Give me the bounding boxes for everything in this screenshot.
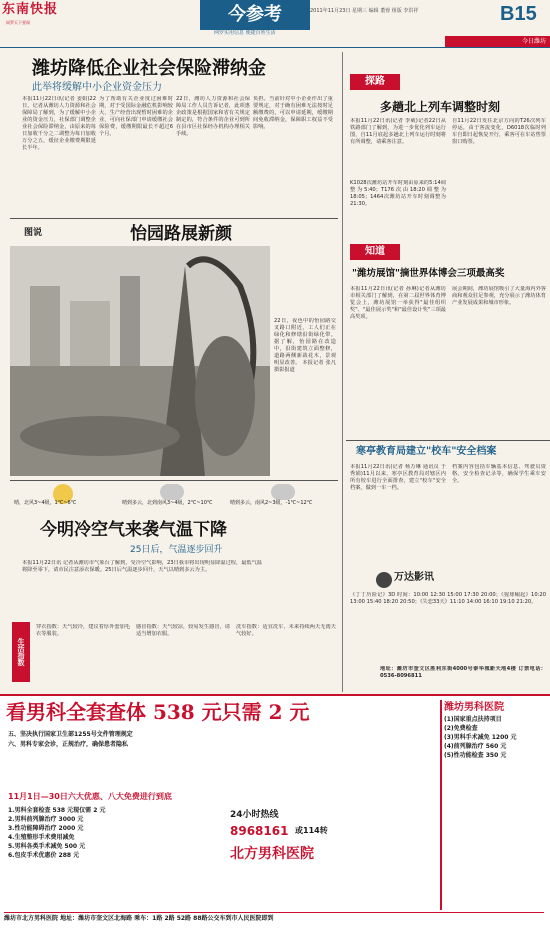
dateline: 2011年11月23日 星期三 编辑 董蓉 组版 李洪祥 [310,8,419,14]
ad-promo: 11月1日—30日六大优惠、八大免费进行到底 [8,792,172,801]
photo-tag: 图说 [24,228,43,238]
life-index-2: 感冒指数：天气较凉，较易发生感冒，请适当增加衣服。 [136,624,230,637]
article1-col4: 负担。当前针对中小企业作出了重要规定，对于确有困难无法按时足额缴费的，可以申请延期，缓缴期间免收滞纳金，保障职工权益不受影响。 [253,96,333,130]
life-index-3: 洗车指数：适宜洗车，未来持续两天无雨天气较好。 [236,624,336,637]
rail-title: 多趟北上列车调整时刻 [380,100,501,114]
weather-day2: 晴到多云，北到南风3~4级，2℃~10℃ [122,500,213,506]
ad-phone-label: 24小时热线 [230,810,279,820]
section-title: 今参考 [200,0,310,30]
article1-col1: 本报11月22日讯(记者 姜娟)22日，记者从潍坊人力资源和社会保障局了解到，为了缓解中小企业的资金压力，社保部门调整企业社会保险滞纳金，由原来的每日加收千分之二调整为每日加收万分之五，缓征企业缴费期限延长半年。 [22,96,96,151]
masthead-tagline: 网罗天下要闻 [6,20,30,25]
masthead-logo: 东南快报 [2,2,59,17]
article1-col2: 为了帮助有关企业度过困难时期，对于受国际金融危机影响较大、生产经营出现暂时困难的企业，可向社保部门申请缓缴社会保险费，缓缴期限最长不超过6个月。 [99,96,173,137]
ad-address: 潍坊市北方男科医院 地址：潍坊市奎文区北海路 乘车：1路 2路 52路 88路公交车到市人民医院即到 [4,912,544,923]
page-number: B15 [500,3,537,25]
weather-body: 本报11月22日讯 记者从潍坊市气象台了解到，受冷空气影响，23日我市将出现明显降温过程，最低气温将降至零下，请市民注意添衣保暖。25日后气温逐步回升，天气以晴到多云为主。 [22,560,262,573]
movie-schedule: 《丁丁历险记》3D 时间：10:00 12:30 15:00 17:30 20:00；《猩球崛起》10:20 13:00 15:40 18:20 20:50；《失恋33天》11:10 14:00 16:10 19:10 21:20。 [350,592,546,605]
street-photo [10,246,270,476]
photo-caption: 22日，夜色中的怡园路交叉路口附近，工人们正在绿化和修缮沿街绿化带。据了解，怡园路在改造中，沿街建筑立面整修，道路两侧新栽花木，景观明显改善。 本报记者 张凡 摄影报道 [274,318,336,373]
column-divider [342,52,343,692]
ad-phone-code: 或114转 [295,826,328,835]
header-divider [0,47,550,48]
ad-right-title: 潍坊男科医院 [444,702,504,713]
ad-offer-list [8,806,158,860]
exam-body2: 档案内容包括车辆基本信息、驾驶员资格、安全检查记录等，确保学生乘车安全。 [452,464,546,484]
ad-right-item: (2)免费检查 [444,724,478,732]
exam-title: 寒亭教育局建立"校车"安全档案 [356,446,497,457]
article1-title: 潍坊降低企业社会保险滞纳金 [32,58,266,79]
page-section-tag: 今日潍坊 [445,36,550,47]
article2-title: 怡园路展新颜 [130,224,232,244]
weather-day1: 晴，北风3~4级，1℃~6℃ [14,500,77,506]
film-reel-icon [376,572,392,588]
life-index-label: 生活指数 [12,622,30,682]
ad-offer: 2.男科前列腺治疗 3000 元 [8,816,84,823]
divider [346,440,550,441]
exam-body1: 本报11月22日讯(记者 杨万琳 通讯员 于秀娟)11月以来，寒亭区教育局对辖区内所有校车进行全面排查，建立"校车"安全档案，做到一车一档。 [350,464,446,491]
ad-right-item: (4)前列腺治疗 560 元 [444,742,507,750]
rail-body2: K1028次潍坊站开车时刻由原来的5:14调整为5:40；T176次由18:20调整为18:05；1464次潍坊站开车时刻调整为21:30。 [350,180,446,207]
section-subtitle: 网罗实用信息 便捷百姓生活 [214,30,276,36]
divider [10,480,338,481]
rail-body3: 自11月22日发往北京方向的T26次列车停运，由于客流变化，D6018次临时列车自即日起恢复开行，乘客可在车站售票窗口购票。 [452,118,546,145]
life-index-1: 穿衣指数：天气较冷，建议着厚外套加毛衣等服装。 [36,624,130,637]
ad-offer: 5.男科各类手术减免 500 元 [8,843,86,850]
ad-offer: 6.包皮手术优惠价 288 元 [8,852,80,859]
ad-main-title: 看男科全套查体 538 元只需 2 元 [6,700,310,724]
cloud-sun-icon [160,484,184,500]
weather-subtitle: 25日后，气温逐步回升 [130,545,223,555]
weather-icons-row [10,484,338,512]
rail-tag: 探路 [350,74,400,90]
divider [10,218,338,219]
article1-subtitle: 此举将缓解中小企业资金压力 [32,82,162,93]
ad-offer: 1.男科全套检查 538 元现仅需 2 元 [8,807,106,814]
movie-contact: 地址：潍坊市奎文区胜利东街4000号泰华城新天地4楼 订票电话：0536-8096811 [380,666,546,679]
ad-phone: 8968161 [230,824,289,838]
weather-day3: 晴到多云，南风2~3级，-1℃~12℃ [230,500,313,506]
know-tag: 知道 [350,244,400,260]
know-body1: 本报11月22日讯(记者 孙琳)记者从潍坊市相关部门了解到，在第二届世界体育博览会上，潍坊展馆一举获得"最佳组织奖"、"最佳展示奖"和"最佳设计奖"三项最高奖项。 [350,286,446,320]
ad-right-item: (3)男科手术减免 1200 元 [444,733,517,741]
ad-line-1: 五、坚决执行国家卫生部1255号文件管理规定 [8,731,133,738]
article1-col3: 22日，潍坊人力资源和社会保障局工作人员告诉记者，此项惠企政策是根据国家和省有关规定制定的，符合条件的企业可到所在县市区社保经办机构办理相关手续。 [176,96,250,137]
ad-offer: 3.性功能障碍治疗 2000 元 [8,825,84,832]
know-title: "潍坊展馆"摘世界体博会三项最高奖 [352,268,505,279]
know-body2: 展会期间，潍坊展馆吸引了大量海内外客商和观众驻足参观，充分展示了潍坊体育产业发展成果和城市形象。 [452,286,546,306]
ad-right-panel [440,700,548,910]
ad-right-item: (1)国家重点扶持项目 [444,715,502,723]
movie-tag: 万达影讯 [394,572,434,583]
cloud-sun-icon [271,484,295,500]
rail-body1: 本报11月22日讯(记者 李葳)记者22日从铁路部门了解到，为进一步优化列车运行图，自11月底起多趟北上列车运行时刻将有所调整，请乘客注意。 [350,118,446,145]
weather-title: 今明冷空气来袭气温下降 [40,520,227,540]
ad-hospital-name: 北方男科医院 [230,846,314,862]
ad-line-2: 六、男科专家会诊，正规治疗，确保患者隐私 [8,741,129,748]
ad-offer: 4.生殖整形手术费用减免 [8,834,75,841]
ad-right-item: (5)性功能检查 350 元 [444,751,507,759]
